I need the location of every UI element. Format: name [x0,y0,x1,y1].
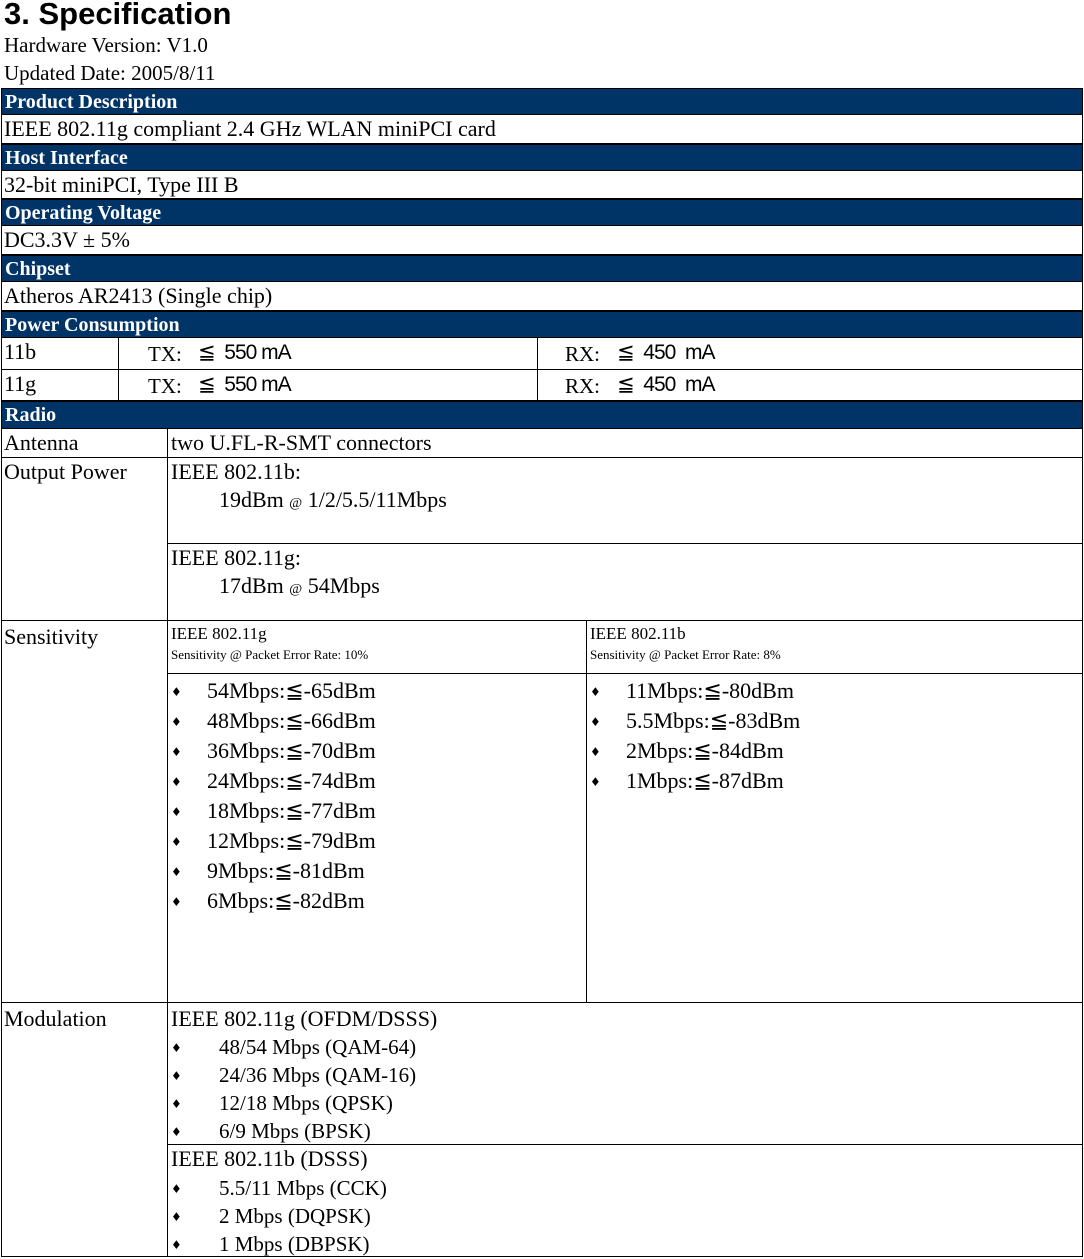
at-symbol: @ [289,582,303,597]
diamond-bullet-icon: ♦ [171,1238,182,1252]
tx-value-11b: ≦ 550 mA [198,341,291,364]
hardware-version: Hardware Version: V1.0 [4,33,208,57]
list-item-text: 5.5Mbps:≦-83dBm [626,708,801,733]
list-item-text: 1 Mbps (DBPSK) [219,1232,370,1256]
diamond-bullet-icon: ♦ [590,775,601,789]
rx-label-11g: RX: [565,374,601,398]
page-title: 3. Specification [4,0,232,31]
output-power-b-line [219,487,447,517]
antenna-value: two U.FL-R-SMT connectors [171,430,432,455]
list-item-text: 9Mbps:≦-81dBm [207,858,365,883]
diamond-bullet-icon: ♦ [590,685,601,699]
chipset-value: Atheros AR2413 (Single chip) [4,283,273,308]
modulation-g-standard: IEEE 802.11g (OFDM/DSSS) [171,1006,438,1031]
diamond-bullet-icon: ♦ [171,1125,182,1139]
diamond-bullet-icon: ♦ [171,1097,182,1111]
product-description-header: Product Description [1,88,1083,115]
power-mode-11b: 11b [4,339,37,364]
list-item-text: 48Mbps:≦-66dBm [207,708,376,733]
list-item-text: 12Mbps:≦-79dBm [207,828,376,853]
operating-voltage-value: DC3.3V ± 5% [4,227,130,252]
list-item-text: 6Mbps:≦-82dBm [207,888,365,913]
list-item-text: 5.5/11 Mbps (CCK) [219,1176,387,1200]
tx-label-11b: TX: [148,342,182,366]
diamond-bullet-icon: ♦ [171,1041,182,1055]
host-interface-value: 32-bit miniPCI, Type III B [4,172,239,197]
tx-label-11g: TX: [148,374,182,398]
list-item-text: 54Mbps:≦-65dBm [207,678,376,703]
diamond-bullet-icon: ♦ [590,715,601,729]
diamond-bullet-icon: ♦ [171,1069,182,1083]
sensitivity-label: Sensitivity [4,624,99,649]
output-power-g-power: 17dBm [219,573,284,598]
output-power-g-line [219,573,380,603]
list-item-text: 2Mbps:≦-84dBm [626,738,784,763]
diamond-bullet-icon: ♦ [171,805,182,819]
power-mode-11g: 11g [4,371,37,396]
updated-date: Updated Date: 2005/8/11 [4,61,216,85]
modulation-b-standard: IEEE 802.11b (DSSS) [171,1146,368,1171]
list-item-text: 12/18 Mbps (QPSK) [219,1091,393,1115]
diamond-bullet-icon: ♦ [171,835,182,849]
list-item-text: 6/9 Mbps (BPSK) [219,1119,371,1143]
chipset-header: Chipset [1,255,1083,282]
rx-label-11b: RX: [565,342,601,366]
diamond-bullet-icon: ♦ [171,865,182,879]
diamond-bullet-icon: ♦ [590,745,601,759]
radio-header: Radio [1,401,1083,429]
output-power-g-standard: IEEE 802.11g: [171,545,301,570]
list-item-text: 24Mbps:≦-74dBm [207,768,376,793]
output-power-b-standard: IEEE 802.11b: [171,459,301,484]
diamond-bullet-icon: ♦ [171,775,182,789]
output-power-b-rates: 1/2/5.5/11Mbps [307,487,447,512]
sensitivity-b-note: Sensitivity @ Packet Error Rate: 8% [590,647,781,662]
power-consumption-header: Power Consumption [1,311,1083,338]
operating-voltage-header: Operating Voltage [1,199,1083,226]
diamond-bullet-icon: ♦ [171,745,182,759]
at-symbol: @ [289,496,303,511]
rx-value-11b: ≦ 450 mA [617,341,715,364]
list-item-text: 1Mbps:≦-87dBm [626,768,784,793]
sensitivity-g-standard: IEEE 802.11g [171,624,267,643]
list-item-text: 18Mbps:≦-77dBm [207,798,376,823]
product-description-value: IEEE 802.11g compliant 2.4 GHz WLAN miniPCI card [4,116,496,141]
output-power-g-rates: 54Mbps [307,573,380,598]
list-item-text: 11Mbps:≦-80dBm [626,678,794,703]
diamond-bullet-icon: ♦ [171,685,182,699]
diamond-bullet-icon: ♦ [171,1210,182,1224]
output-power-label: Output Power [4,459,127,484]
tx-value-11g: ≦ 550 mA [198,373,291,396]
rx-value-11g: ≦ 450 mA [617,373,715,396]
sensitivity-g-note: Sensitivity @ Packet Error Rate: 10% [171,647,369,662]
list-item-text: 48/54 Mbps (QAM-64) [219,1035,417,1059]
modulation-label: Modulation [4,1006,107,1031]
antenna-label: Antenna [4,430,79,455]
list-item-text: 36Mbps:≦-70dBm [207,738,376,763]
diamond-bullet-icon: ♦ [171,715,182,729]
list-item-text: 24/36 Mbps (QAM-16) [219,1063,417,1087]
diamond-bullet-icon: ♦ [171,895,182,909]
list-item-text: 2 Mbps (DQPSK) [219,1204,371,1228]
sensitivity-b-standard: IEEE 802.11b [590,624,686,643]
host-interface-header: Host Interface [1,144,1083,171]
output-power-b-power: 19dBm [219,487,284,512]
diamond-bullet-icon: ♦ [171,1182,182,1196]
